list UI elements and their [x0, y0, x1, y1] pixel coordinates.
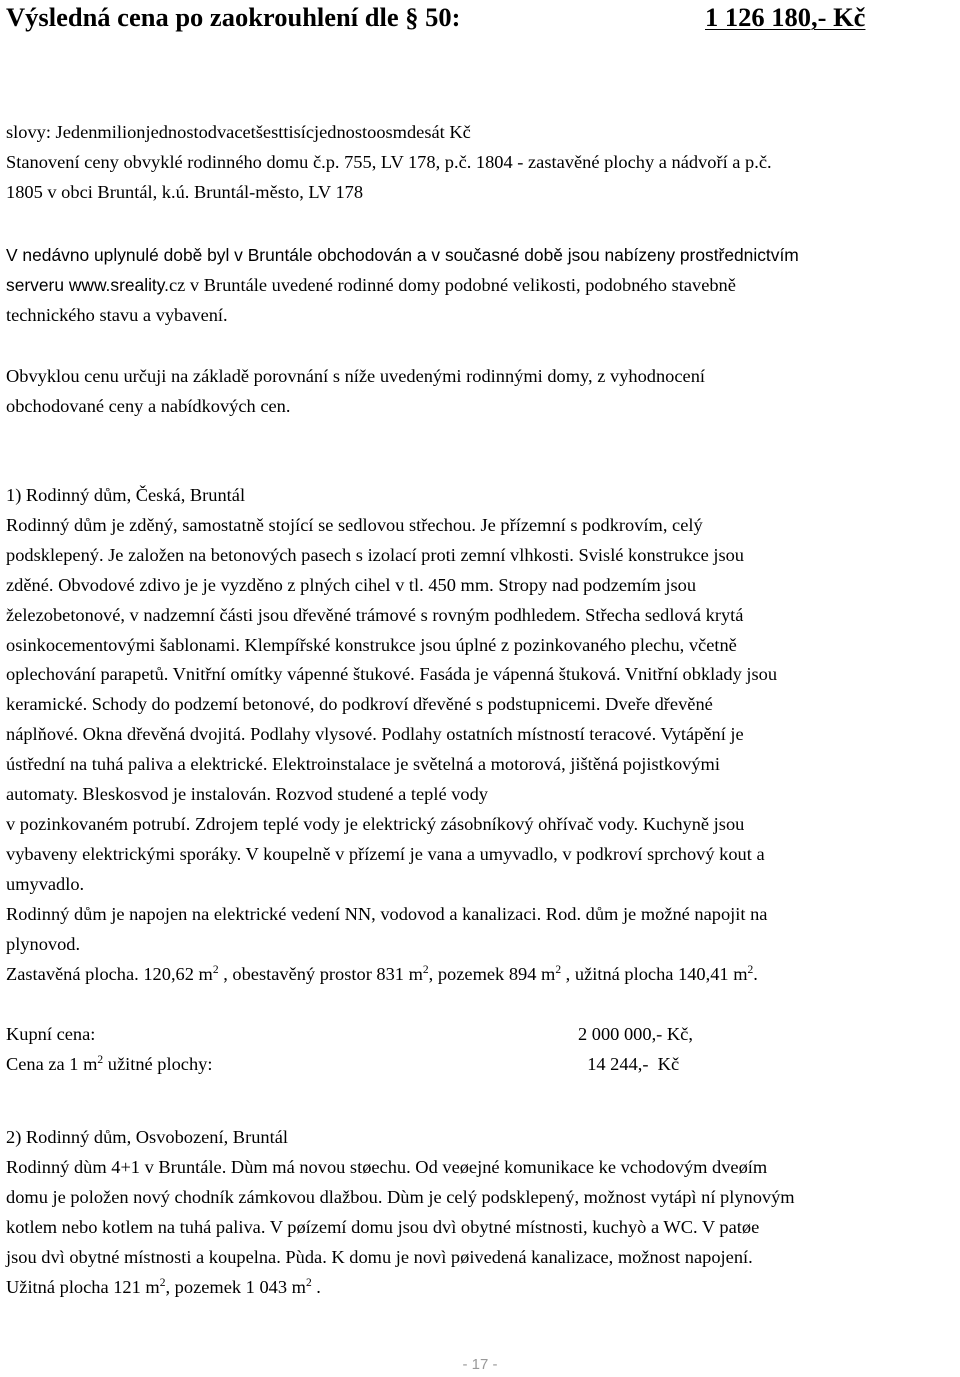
house2-line: kotlem nebo kotlem na tuhá paliva. V pøízemí domu jsou dvì obytné místnosti, kuchyò a WC. V patøe: [6, 1216, 760, 1237]
house2-area-line: [6, 1273, 950, 1303]
area-text: Užitná plocha 121 m: [6, 1276, 160, 1297]
superscript: 2: [422, 963, 429, 976]
house2-line: domu je položen nový chodník zámkovou dlažbou. Dùm je celý podsklepený, možnost vytápì ní plynovým: [6, 1186, 795, 1207]
purchase-price-label: Kupní cena:: [6, 1024, 96, 1044]
superscript: 2: [555, 963, 562, 976]
result-price: 1 126 180,- Kč: [705, 2, 866, 32]
method-line: obchodované ceny a nabídkových cen.: [6, 395, 291, 416]
house2-heading: 2) Rodinný dům, Osvobození, Bruntál: [6, 1127, 288, 1147]
house2-section: [6, 1123, 950, 1302]
superscript: 2: [212, 963, 219, 976]
valuation-statement: [6, 148, 950, 208]
area-text: , obestavěný prostor 831 m: [218, 963, 423, 984]
price-summary-header: [6, 2, 954, 36]
purchase-price-value: 2 000 000,- Kč,: [578, 1024, 693, 1044]
superscript: 2: [747, 963, 754, 976]
house1-line: automaty. Bleskosvod je instalován. Rozvod studené a teplé vody: [6, 784, 488, 805]
unit-label-text: užitné plochy:: [103, 1054, 213, 1074]
house1-line: oplechování parapetů. Vnitřní omítky vápenné štukové. Fasáda je vápenná štuková. Vnitřní obklady jsou: [6, 664, 778, 685]
house1-price-table: [6, 1019, 950, 1079]
superscript: 2: [305, 1276, 312, 1289]
house1-heading: 1) Rodinný dům, Česká, Bruntál: [6, 485, 246, 505]
statement-line: Stanovení ceny obvyklé rodinného domu č.p. 755, LV 178, p.č. 1804 - zastavěné plochy a nádvoří a p.č.: [6, 152, 772, 172]
area-text: , pozemek 894 m: [428, 963, 556, 984]
market-line: [6, 271, 950, 301]
area-text: .: [753, 963, 758, 984]
house2-line: Rodinný dùm 4+1 v Bruntále. Dùm má novou støechu. Od veøejné komunikace ke vchodovým dveøím: [6, 1156, 768, 1177]
market-text-serif: cz v Bruntále uvedené rodinné domy podobné velikosti, podobného stavebně: [169, 274, 736, 295]
page-number: - 17 -: [462, 1356, 498, 1373]
house1-line: plynovod.: [6, 933, 81, 954]
statement-line: 1805 v obci Bruntál, k.ú. Bruntál-město, LV 178: [6, 181, 364, 202]
house1-line: v pozinkovaném potrubí. Zdrojem teplé vody je elektrický zásobníkový ohřívač vody. Kuchyně jsou: [6, 813, 745, 834]
result-title: Výsledná cena po zaokrouhlení dle § 50:: [6, 2, 461, 32]
market-paragraph: [6, 241, 950, 331]
unit-price-row: [6, 1049, 950, 1079]
superscript: 2: [159, 1276, 166, 1289]
area-text: , užitná plocha 140,41 m: [561, 963, 748, 984]
market-line: V nedávno uplynulé době byl v Bruntále obchodován a v současné době jsou nabízeny prostřednictvím: [6, 245, 799, 265]
house1-section: [6, 481, 950, 989]
house1-line: keramické. Schody do podzemí betonové, do podkroví dřevěné s podstupnicemi. Dveře dřevěné: [6, 694, 713, 715]
house1-line: Rodinný dům je zděný, samostatně stojící se sedlovou střechou. Je přízemní s podkrovím, celý: [6, 514, 703, 535]
unit-price-label: [6, 1049, 212, 1079]
unit-label-text: Cena za 1 m: [6, 1054, 98, 1074]
method-line: Obvyklou cenu určuji na základě porovnání s níže uvedenými rodinnými domy, z vyhodnocení: [6, 366, 706, 386]
house1-line: umyvadlo.: [6, 873, 85, 894]
market-text-sans: serveru www.sreality.: [6, 274, 169, 295]
house1-line: osinkocementovými šablonami. Klempířské konstrukce jsou úplné z pozinkovaného plechu, včetně: [6, 634, 737, 655]
house1-line: náplňové. Okna dřevěná dvojitá. Podlahy vlysové. Podlahy ostatních místností teracové. Vytápění je: [6, 724, 744, 745]
purchase-price-row: [6, 1019, 950, 1049]
house1-line: ústřední na tuhá paliva a elektrické. Elektroinstalace je světelná a motorová, jištěná pojistkovými: [6, 754, 720, 775]
house1-line: Rodinný dům je napojen na elektrické vedení NN, vodovod a kanalizaci. Rod. dům je možné napojit na: [6, 903, 768, 924]
house1-line: zděné. Obvodové zdivo je je vyzděno z plných cihel v tl. 450 mm. Stropy nad podzemím jsou: [6, 574, 697, 595]
area-text: Zastavěná plocha. 120,62 m: [6, 963, 213, 984]
area-text: , pozemek 1 043 m: [165, 1276, 306, 1297]
house1-area-line: [6, 960, 950, 990]
method-paragraph: [6, 362, 950, 422]
price-in-words: slovy: Jedenmilionjednostodvacetšesttisícjednostoosmdesát Kč: [6, 122, 471, 142]
area-text: .: [311, 1276, 321, 1297]
house2-line: jsou dvì obytné místnosti a koupelna. Pùda. K domu je novì pøivedená kanalizace, možnost napojení.: [6, 1246, 753, 1267]
unit-price-value: 14 244,- Kč: [578, 1054, 680, 1074]
market-line: technického stavu a vybavení.: [6, 304, 228, 325]
superscript: 2: [97, 1054, 104, 1066]
house1-line: železobetonové, v nadzemní části jsou dřevěné trámové s rovným podhledem. Střecha sedlová krytá: [6, 604, 744, 625]
intro-words: [6, 118, 950, 148]
house1-line: podsklepený. Je založen na betonových pasech s izolací proti zemní vlhkosti. Svislé konstrukce jsou: [6, 544, 745, 565]
house1-line: vybaveny elektrickými sporáky. V koupelně v přízemí je vana a umyvadlo, v podkroví sprchový kout a: [6, 843, 765, 864]
